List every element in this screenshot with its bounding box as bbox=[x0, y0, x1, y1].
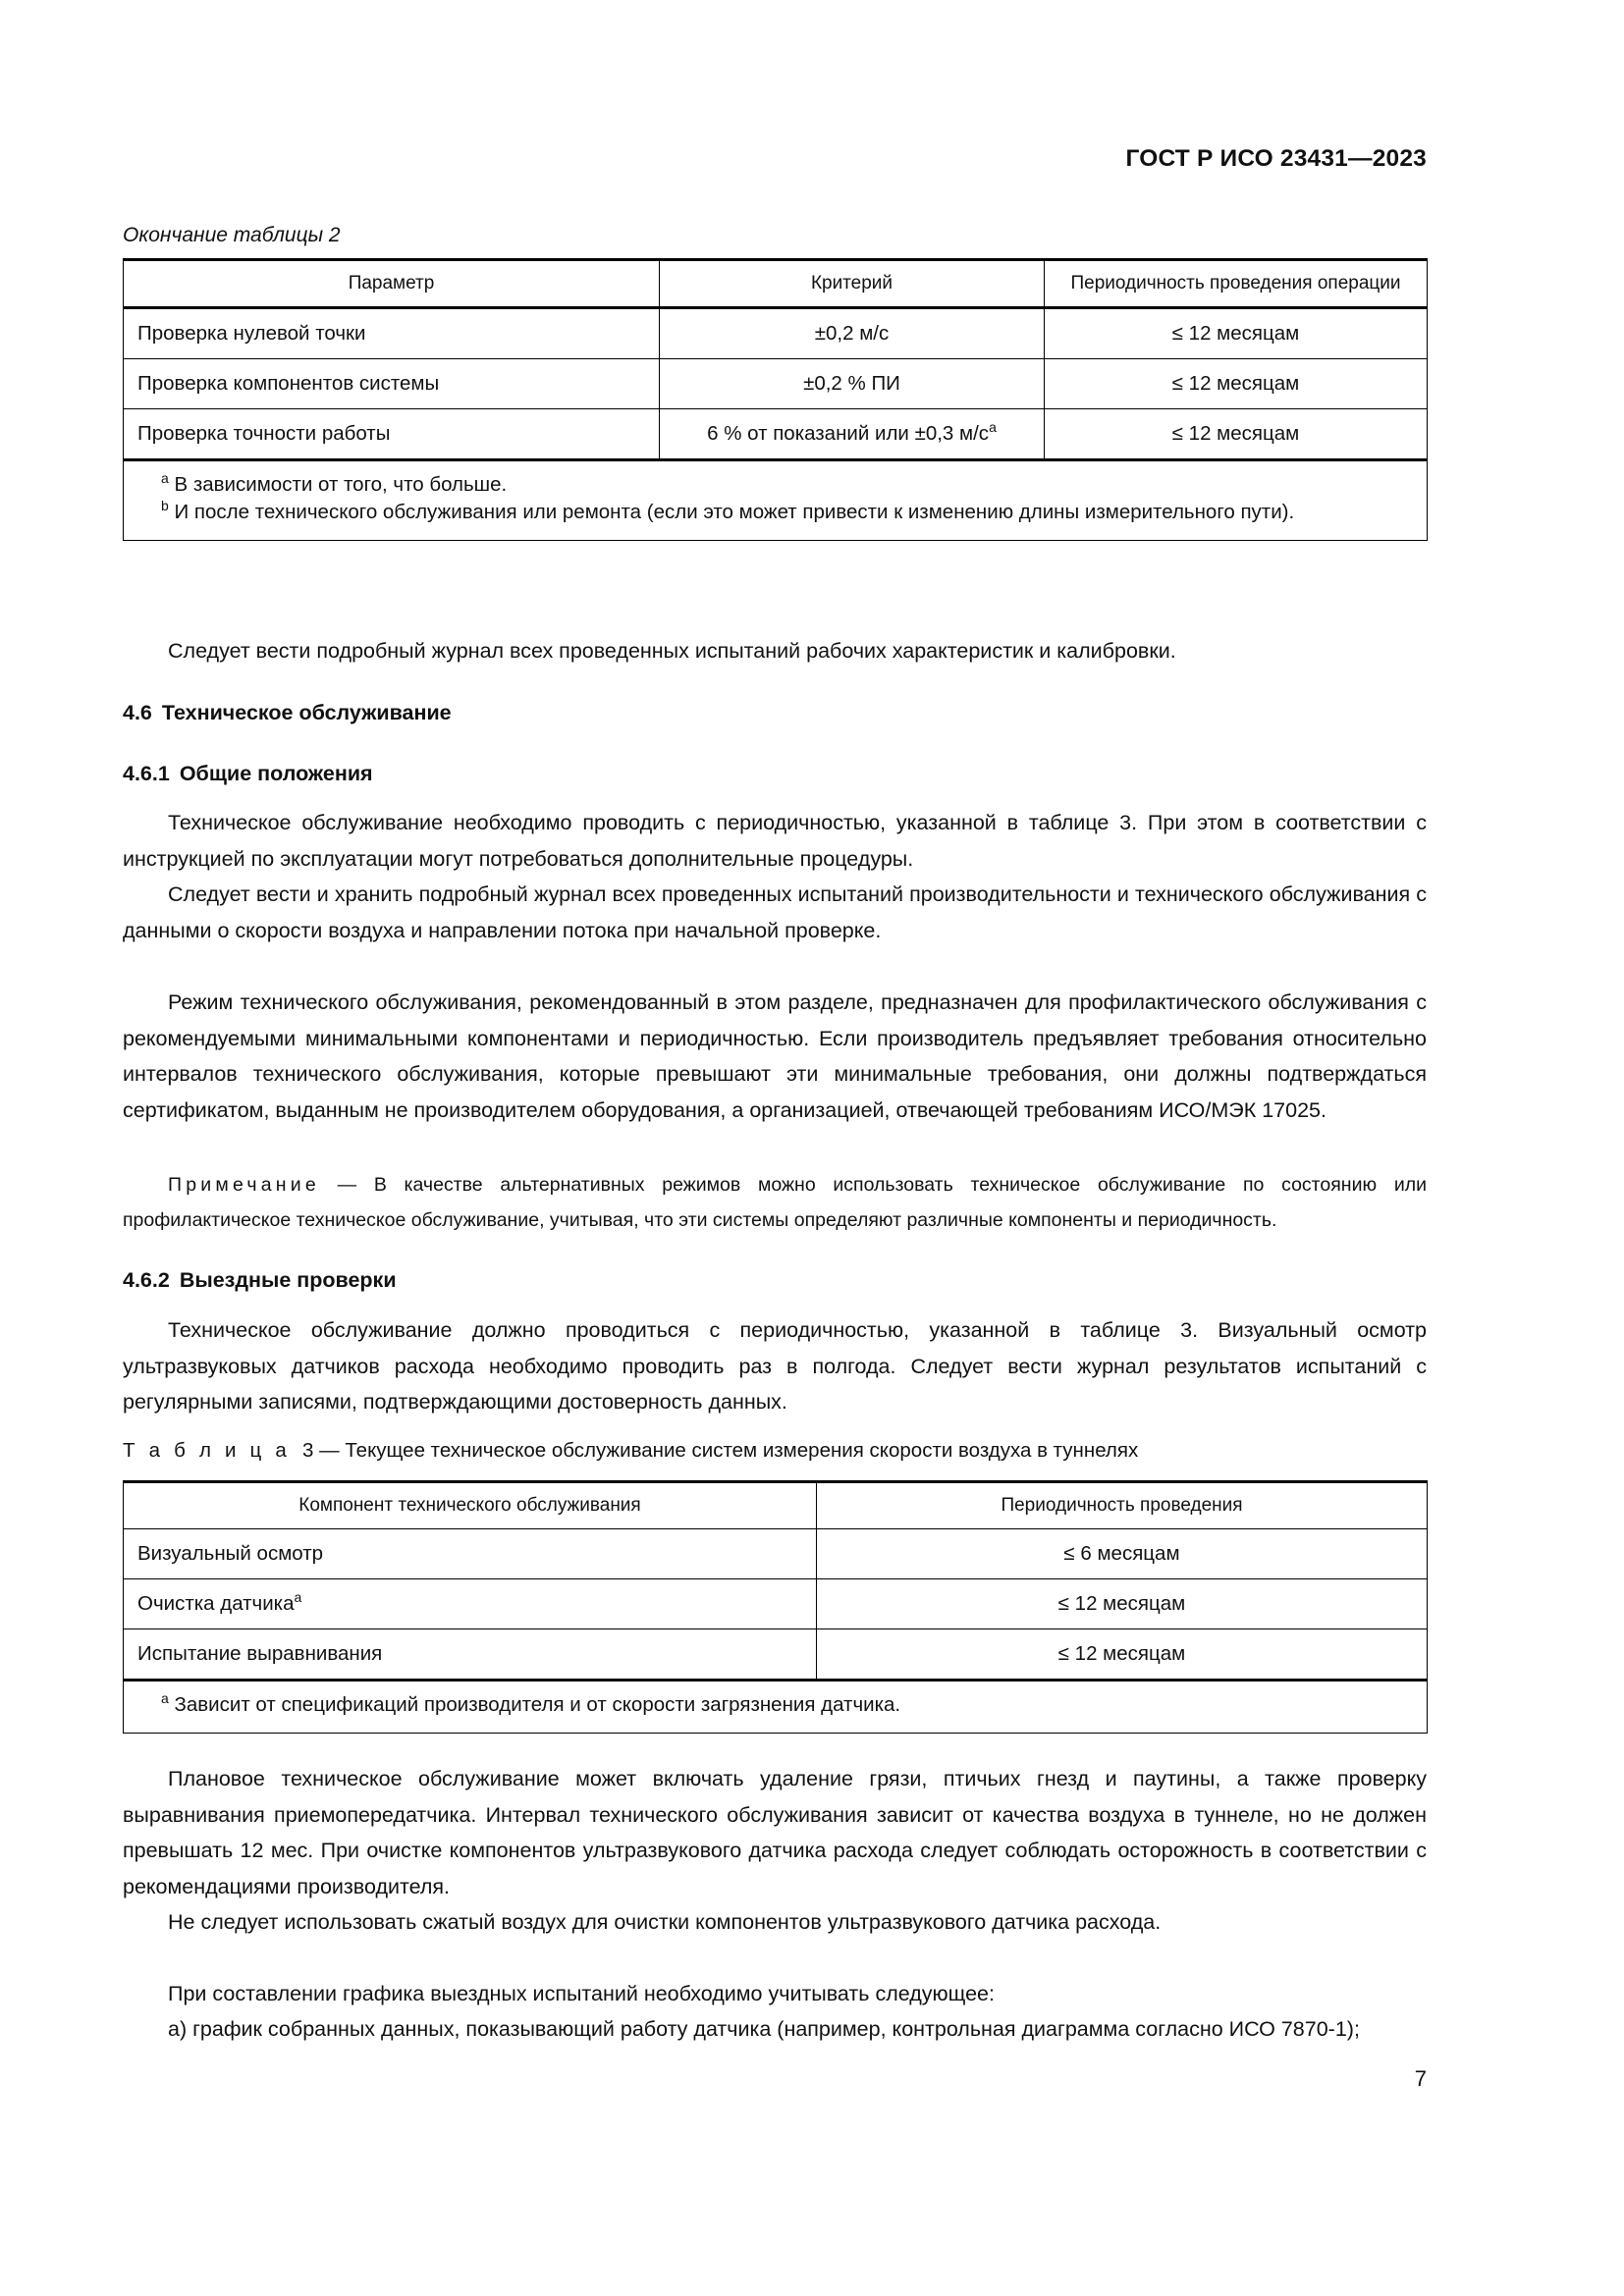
table2-cell-parameter: Проверка точности работы bbox=[124, 409, 660, 460]
table2-col-frequency: Периодичность проведения операции bbox=[1045, 260, 1428, 308]
table2-cell-parameter: Проверка компонентов системы bbox=[124, 359, 660, 409]
table-row bbox=[124, 409, 1428, 460]
note-dash: — bbox=[319, 1174, 374, 1196]
table3-col-frequency: Периодичность проведения bbox=[817, 1482, 1428, 1529]
table2-footnote-a-text: В зависимости от того, что больше. bbox=[174, 473, 508, 497]
paragraph-4-6-1-b: Следует вести и хранить подробный журнал всех проведенных испытаний производительности и технического обслуживания с данными о скорости воздуха и направлении потока при начальной проверке. bbox=[123, 882, 1427, 942]
table3-caption-number: 3 bbox=[302, 1439, 314, 1462]
paragraph-4-6-1-c: Режим технического обслуживания, рекомендованный в этом разделе, предназначен для профилактического обслуживания с рекомендуемыми минимальными компонентами и периодичностью. Если производитель предъявляет требования относительно интервалов технического обслуживания, которые превышают эти минимальные требования, они должны подтверждаться сертификатом, выданным не производителем оборудования, а организацией, отвечающей требованиям ИСО/МЭК 17025. bbox=[123, 990, 1427, 1122]
table2-cell-parameter: Проверка нулевой точки bbox=[124, 308, 660, 359]
table3-cell-frequency: ≤ 12 месяцам bbox=[817, 1629, 1428, 1681]
paragraph-after-table2: Следует вести подробный журнал всех проведенных испытаний рабочих характеристик и калибровки. bbox=[168, 639, 1176, 663]
table2-cell-criterion-text: 6 % от показаний или ±0,3 м/с bbox=[707, 422, 990, 446]
list-item-a: a) график собранных данных, показывающий работу датчика (например, контрольная диаграмма согласно ИСО 7870-1); bbox=[168, 2017, 1360, 2041]
table3-caption-label: Т а б л и ц а bbox=[123, 1439, 291, 1462]
heading-4-6-number: 4.6 bbox=[123, 701, 152, 724]
table2-footnote-row bbox=[124, 460, 1428, 541]
running-header-standard-id: ГОСТ Р ИСО 23431—2023 bbox=[1125, 145, 1427, 172]
table2-caption: Окончание таблицы 2 bbox=[123, 224, 341, 246]
table2-footnotes bbox=[124, 460, 1428, 541]
table-row bbox=[124, 1629, 1428, 1681]
table3-caption-text: Текущее техническое обслуживание систем измерения скорости воздуха в туннелях bbox=[345, 1439, 1139, 1462]
table3 bbox=[123, 1480, 1428, 1734]
table2-footnote-a bbox=[135, 471, 1415, 499]
note-paragraph bbox=[123, 1167, 1427, 1238]
table3-header bbox=[124, 1482, 1428, 1529]
page-number: 7 bbox=[1414, 2066, 1427, 2091]
table3-footnote-a bbox=[135, 1691, 1415, 1719]
paragraph-after-table3-a: Плановое техническое обслуживание может включать удаление грязи, птичьих гнезд и паутины, а также проверку выравнивания приемопередатчика. Интервал технического обслуживания зависит от качества воздуха в туннеле, но не должен превышать 12 мес. При очистке компонентов ультразвукового датчика расхода следует соблюдать осторожность в соответствии с рекомендациями производителя. bbox=[123, 1767, 1427, 1898]
table3-cell-frequency: ≤ 6 месяцам bbox=[817, 1529, 1428, 1579]
paragraph-after-table3-c: При составлении графика выездных испытаний необходимо учитывать следующее: bbox=[168, 1982, 995, 2005]
table2-header-row bbox=[124, 260, 1428, 308]
paragraph-after-table3-b: Не следует использовать сжатый воздух для очистки компонентов ультразвукового датчика расхода. bbox=[168, 1910, 1162, 1934]
table-row bbox=[124, 1579, 1428, 1629]
table2 bbox=[123, 258, 1428, 541]
note-label: Примечание bbox=[168, 1174, 320, 1196]
table-row bbox=[124, 308, 1428, 359]
table2-footnote-b bbox=[135, 499, 1415, 526]
table3-body bbox=[124, 1529, 1428, 1734]
heading-4-6-2 bbox=[123, 1268, 397, 1293]
footnote-marker: a bbox=[989, 419, 997, 436]
table3-header-row bbox=[124, 1482, 1428, 1529]
table2-cell-criterion: ±0,2 % ПИ bbox=[660, 359, 1045, 409]
table3-footnotes bbox=[124, 1681, 1428, 1734]
table3-caption bbox=[123, 1439, 1138, 1463]
heading-4-6-text: Техническое обслуживание bbox=[161, 701, 452, 724]
heading-4-6-1-text: Общие положения bbox=[179, 762, 373, 785]
footnote-marker: a bbox=[161, 1690, 169, 1707]
table2-col-parameter: Параметр bbox=[124, 260, 660, 308]
table2-cell-criterion bbox=[660, 409, 1045, 460]
heading-4-6 bbox=[123, 701, 452, 725]
footnote-marker: a bbox=[294, 1589, 302, 1606]
heading-4-6-2-text: Выездные проверки bbox=[179, 1268, 397, 1292]
table-row bbox=[124, 359, 1428, 409]
table3-footnote-row bbox=[124, 1681, 1428, 1734]
footnote-marker: b bbox=[161, 498, 169, 514]
table2-footnote-b-text: И после технического обслуживания или ремонта (если это может привести к изменению длины измерительного пути). bbox=[174, 501, 1295, 524]
table3-cell-component bbox=[124, 1579, 817, 1629]
table3-footnote-a-text: Зависит от спецификаций производителя и от скорости загрязнения датчика. bbox=[174, 1693, 901, 1717]
paragraph-4-6-2-a: Техническое обслуживание должно проводиться с периодичностью, указанной в таблице 3. Визуальный осмотр ультразвуковых датчиков расхода необходимо проводить раз в полгода. Следует вести журнал результатов испытаний с регулярными записями, подтверждающими достоверность данных. bbox=[123, 1318, 1427, 1414]
table2-body bbox=[124, 308, 1428, 541]
note-text: В качестве альтернативных режимов можно использовать техническое обслуживание по состоянию или профилактическое техническое обслуживание, учитывая, что эти системы определяют различные компоненты и периодичность. bbox=[123, 1174, 1427, 1231]
table3-col-component: Компонент технического обслуживания bbox=[124, 1482, 817, 1529]
table3-cell-component-text: Очистка датчика bbox=[137, 1592, 295, 1616]
table2-header bbox=[124, 260, 1428, 308]
table2-cell-frequency: ≤ 12 месяцам bbox=[1045, 409, 1428, 460]
table2-cell-frequency: ≤ 12 месяцам bbox=[1045, 308, 1428, 359]
table3-cell-frequency: ≤ 12 месяцам bbox=[817, 1579, 1428, 1629]
table2-col-criterion: Критерий bbox=[660, 260, 1045, 308]
heading-4-6-1 bbox=[123, 762, 373, 786]
heading-4-6-1-number: 4.6.1 bbox=[123, 762, 170, 785]
table2-cell-criterion: ±0,2 м/с bbox=[660, 308, 1045, 359]
table3-cell-component: Визуальный осмотр bbox=[124, 1529, 817, 1579]
footnote-marker: a bbox=[161, 470, 169, 487]
table3-caption-dash: — bbox=[313, 1439, 346, 1462]
table-row bbox=[124, 1529, 1428, 1579]
heading-4-6-2-number: 4.6.2 bbox=[123, 1268, 170, 1292]
table3-cell-component: Испытание выравнивания bbox=[124, 1629, 817, 1681]
table2-cell-frequency: ≤ 12 месяцам bbox=[1045, 359, 1428, 409]
paragraph-4-6-1-a: Техническое обслуживание необходимо проводить с периодичностью, указанной в таблице 3. При этом в соответствии с инструкцией по эксплуатации могут потребоваться дополнительные процедуры. bbox=[123, 811, 1427, 871]
